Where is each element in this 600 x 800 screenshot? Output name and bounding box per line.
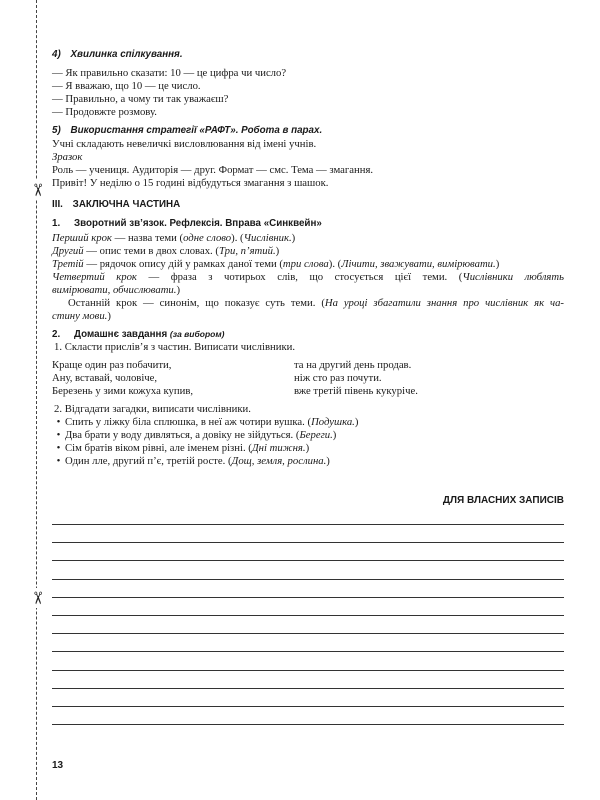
note-line[interactable]: [52, 579, 564, 580]
riddle-item: • Два брати у воду дивляться, а довіку не зійдуться. (Береги.): [56, 429, 337, 441]
riddle-item: • Сім братів віком рівні, але іменем різні. (Дні тижня.): [56, 442, 310, 454]
proverb-row: Березень у зими кожуха купив, вже третій півень кукуріче.: [52, 385, 418, 397]
note-line[interactable]: [52, 615, 564, 616]
cinquain-step-4: Четвертий крок — фраза з чотирьох слів, що стосується цієї теми. (Числівники люблять: [52, 271, 564, 283]
note-line[interactable]: [52, 560, 564, 561]
sample-label: Зразок: [52, 151, 83, 163]
item-title: Домашнє завдання: [74, 329, 168, 340]
sample-line: Роль — учениця. Аудиторія — друг. Формат — смс. Тема — змагання.: [52, 164, 374, 176]
cinquain-step-4-cont: вимірювати, обчислювати.): [52, 284, 180, 296]
item-2-heading: [52, 328, 224, 341]
cut-line: [36, 0, 37, 800]
note-line[interactable]: [52, 542, 564, 543]
cinquain-step-2: Другий — опис теми в двох словах. (Три, п’ятий.): [52, 245, 280, 257]
homework-task-1: 1. Скласти прислів’я з частин. Виписати числівники.: [54, 341, 296, 353]
sample-line: Привіт! У неділю о 15 годині відбудуться змагання з шашок.: [52, 177, 329, 189]
note-line[interactable]: [52, 524, 564, 525]
section-3-heading: III. ЗАКЛЮЧНА ЧАСТИНА: [52, 199, 181, 210]
item-number: 1.: [52, 218, 61, 229]
scissors-icon: ✂: [27, 588, 47, 608]
note-line[interactable]: [52, 688, 564, 689]
dialog-line: — Продовжте розмову.: [52, 106, 157, 118]
note-line[interactable]: [52, 597, 564, 598]
item-1-heading: [52, 217, 322, 230]
dialog-line: — Я вважаю, що 10 — це число.: [52, 80, 201, 92]
cinquain-step-3: Третій — рядочок опису дій у рамках даної теми (три слова). (Лічити, зважувати, вимірювати.): [52, 258, 500, 270]
section-5-intro: Учні складають невеличкі висловлювання від імені учнів.: [52, 138, 317, 150]
note-line[interactable]: [52, 724, 564, 725]
notes-title: ДЛЯ ВЛАСНИХ ЗАПИСІВ: [442, 495, 564, 506]
item-number: 2.: [52, 329, 61, 340]
dialog-line: — Правильно, а чому ти так уважаєш?: [52, 93, 229, 105]
scissors-icon: ✂: [27, 180, 47, 200]
page-number: 13: [52, 760, 64, 771]
homework-task-2: 2. Відгадати загадки, виписати числівники.: [54, 403, 251, 415]
section-5-heading: 5) Використання стратегії «РАФТ». Робота в парах.: [52, 125, 323, 136]
item-title: Зворотний зв’язок. Рефлексія. Вправа «Синквейн»: [74, 218, 322, 229]
dialog-line: — Як правильно сказати: 10 — це цифра чи число?: [52, 67, 287, 79]
note-line[interactable]: [52, 670, 564, 671]
section-4-heading: 4) Хвилинка спілкування.: [52, 49, 183, 60]
riddle-item: • Спить у ліжку біла сплюшка, в неї аж чотири вушка. (Подушка.): [56, 416, 359, 428]
cinquain-step-5: Останній крок — синонім, що показує суть теми. (На уроці збагатили знання про числівник як ча-: [68, 297, 564, 309]
cinquain-step-5-cont: стину мови.): [52, 310, 111, 322]
cinquain-step-1: Перший крок — назва теми (одне слово). (Числівник.): [52, 232, 296, 244]
note-line[interactable]: [52, 633, 564, 634]
note-line[interactable]: [52, 651, 564, 652]
proverb-row: Краще один раз побачити, та на другий день продав.: [52, 359, 412, 371]
note-line[interactable]: [52, 706, 564, 707]
riddle-item: • Один лле, другий п’є, третій росте. (Дощ, земля, рослина.): [56, 455, 330, 467]
item-note: (за вибором): [169, 329, 225, 339]
proverb-row: Ану, вставай, чоловіче, ніж сто раз почути.: [52, 372, 382, 384]
